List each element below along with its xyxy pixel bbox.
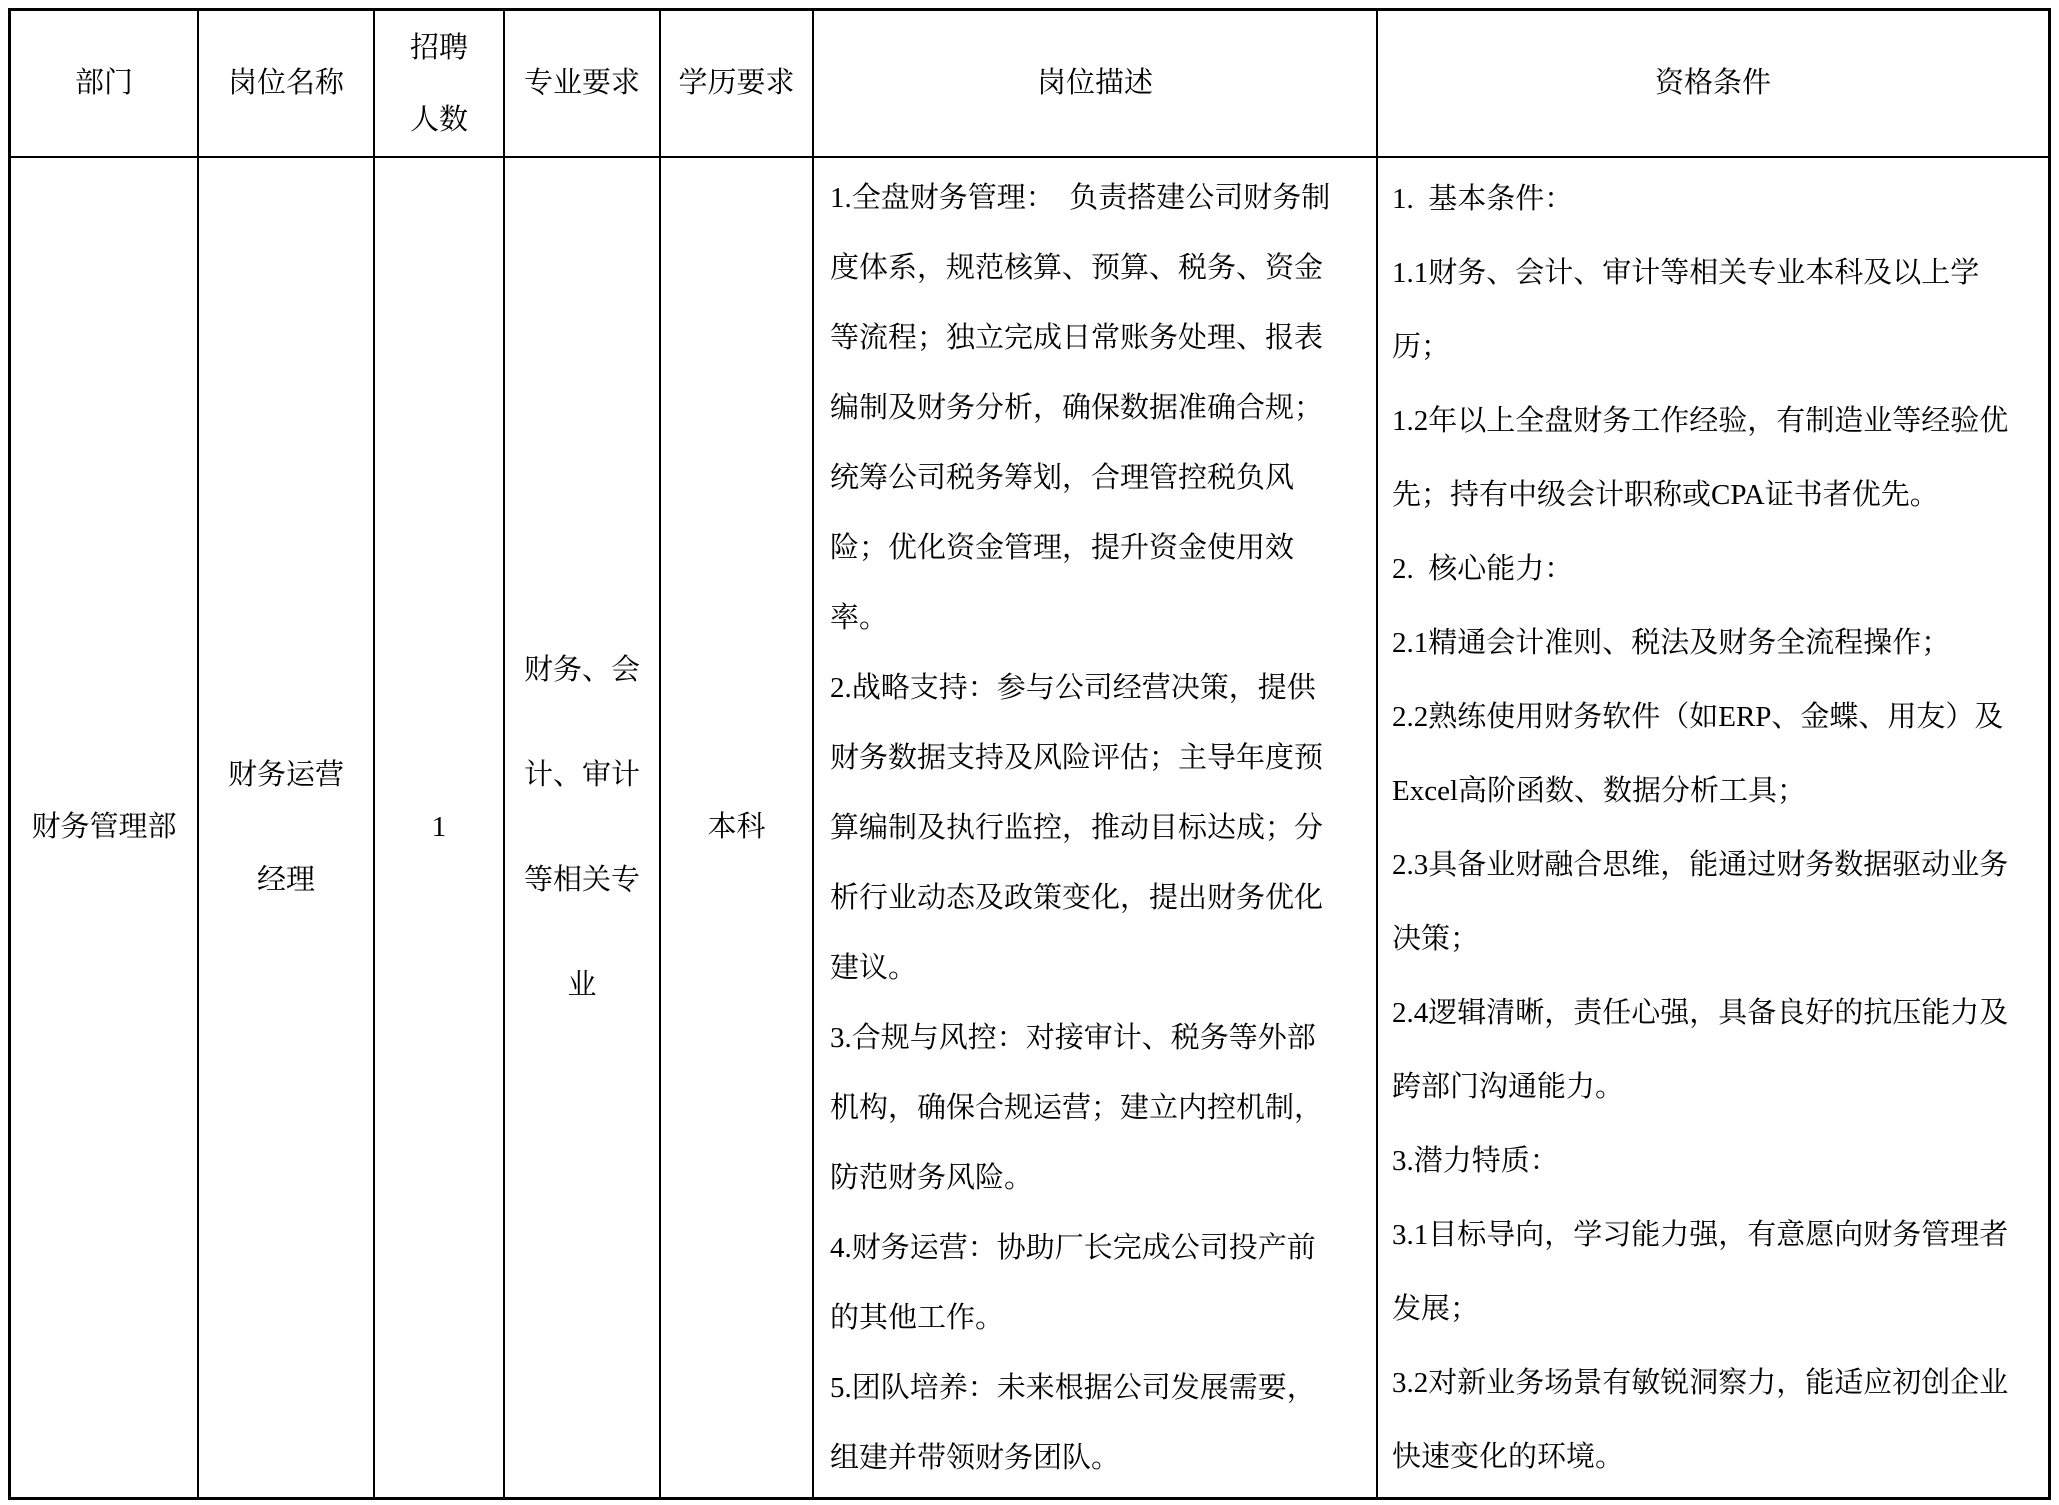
text-line: 发展； xyxy=(1392,1292,1480,1325)
text-line: 跨部门沟通能力。 xyxy=(1392,1070,1625,1103)
text-line: 经理 xyxy=(256,863,315,896)
header-cell-position xyxy=(199,11,373,156)
cell-position xyxy=(199,158,373,1497)
text-line: 计、审计 xyxy=(523,758,640,791)
text-line: 编制及财务分析，确保数据准确合规； xyxy=(830,391,1324,424)
text-line: 3.1目标导向，学习能力强，有意愿向财务管理者 xyxy=(1392,1218,2009,1251)
text-line: 度体系，规范核算、预算、税务、资金 xyxy=(830,251,1324,284)
text-line: 统筹公司税务筹划，合理管控税负风 xyxy=(830,461,1295,494)
text-line: 人数 xyxy=(409,103,468,136)
text-line: 2.3具备业财融合思维，能通过财务数据驱动业务 xyxy=(1392,848,2009,881)
header-cell-major xyxy=(505,11,659,156)
text-line: 防范财务风险。 xyxy=(830,1161,1034,1194)
cell-education xyxy=(661,158,812,1497)
header-label-position: 岗位名称 xyxy=(227,66,344,99)
education-value: 本科 xyxy=(707,810,766,843)
text-line: 2.2熟练使用财务软件（如ERP、金蝶、用友）及 xyxy=(1392,700,2004,733)
cell-job-description xyxy=(814,158,1376,1497)
text-line: 算编制及执行监控，推动目标达成；分 xyxy=(830,811,1324,844)
text-line: 决策； xyxy=(1392,922,1480,955)
text-line: 财务运营 xyxy=(227,758,344,791)
text-line: 等流程；独立完成日常账务处理、报表 xyxy=(830,321,1324,354)
header-cell-department xyxy=(11,11,197,156)
text-line: 的其他工作。 xyxy=(830,1301,1005,1334)
text-line: Excel高阶函数、数据分析工具； xyxy=(1392,774,1807,807)
cell-qualifications xyxy=(1378,158,2048,1497)
text-line: 1.1财务、会计、审计等相关专业本科及以上学 xyxy=(1392,256,1980,289)
text-line: 组建并带领财务团队。 xyxy=(830,1441,1121,1474)
text-line: 业 xyxy=(567,968,597,1001)
text-line: 财务数据支持及风险评估；主导年度预 xyxy=(830,741,1324,774)
cell-headcount xyxy=(375,158,503,1497)
header-label-education: 学历要求 xyxy=(678,66,795,99)
header-label-department: 部门 xyxy=(74,66,133,99)
text-line: 3.潜力特质： xyxy=(1392,1144,1559,1177)
text-line: 先；持有中级会计职称或CPA证书者优先。 xyxy=(1392,478,1939,511)
headcount-value: 1 xyxy=(431,810,447,843)
department-value: 财务管理部 xyxy=(31,810,177,843)
text-line: 2.1精通会计准则、税法及财务全流程操作； xyxy=(1392,626,1951,659)
recruitment-table xyxy=(8,8,2051,1500)
text-line: 5.团队培养：未来根据公司发展需要， xyxy=(830,1371,1316,1404)
header-cell-headcount xyxy=(375,11,503,156)
text-line: 历； xyxy=(1392,330,1451,363)
text-line: 率。 xyxy=(830,601,889,634)
text-line: 财务、会 xyxy=(523,653,640,686)
text-line: 2.4逻辑清晰，责任心强，具备良好的抗压能力及 xyxy=(1392,996,2009,1029)
header-label-major: 专业要求 xyxy=(523,66,640,99)
text-line: 等相关专 xyxy=(523,863,640,896)
text-line: 3.合规与风控：对接审计、税务等外部 xyxy=(830,1021,1316,1054)
cell-major xyxy=(505,158,659,1497)
header-cell-job-description xyxy=(814,11,1376,156)
text-line: 1.全盘财务管理： 负责搭建公司财务制 xyxy=(830,181,1331,214)
header-cell-qualifications xyxy=(1378,11,2048,156)
text-line: 2. 核心能力： xyxy=(1392,552,1574,585)
text-line: 3.2对新业务场景有敏锐洞察力，能适应初创企业 xyxy=(1392,1366,2009,1399)
text-line: 析行业动态及政策变化，提出财务优化 xyxy=(830,881,1324,914)
text-line: 机构，确保合规运营；建立内控机制， xyxy=(830,1091,1324,1124)
header-cell-education xyxy=(661,11,812,156)
text-line: 2.战略支持：参与公司经营决策，提供 xyxy=(830,671,1316,704)
text-line: 招聘 xyxy=(409,31,468,64)
text-line: 建议。 xyxy=(830,951,918,984)
text-line: 快速变化的环境。 xyxy=(1392,1440,1625,1473)
header-label-job-description: 岗位描述 xyxy=(1036,66,1153,99)
text-line: 4.财务运营：协助厂长完成公司投产前 xyxy=(830,1231,1316,1264)
text-line: 1. 基本条件： xyxy=(1392,182,1574,215)
text-line: 险；优化资金管理，提升资金使用效 xyxy=(830,531,1295,564)
header-label-qualifications: 资格条件 xyxy=(1654,66,1771,99)
text-line: 1.2年以上全盘财务工作经验，有制造业等经验优 xyxy=(1392,404,2009,437)
cell-department xyxy=(11,158,197,1497)
